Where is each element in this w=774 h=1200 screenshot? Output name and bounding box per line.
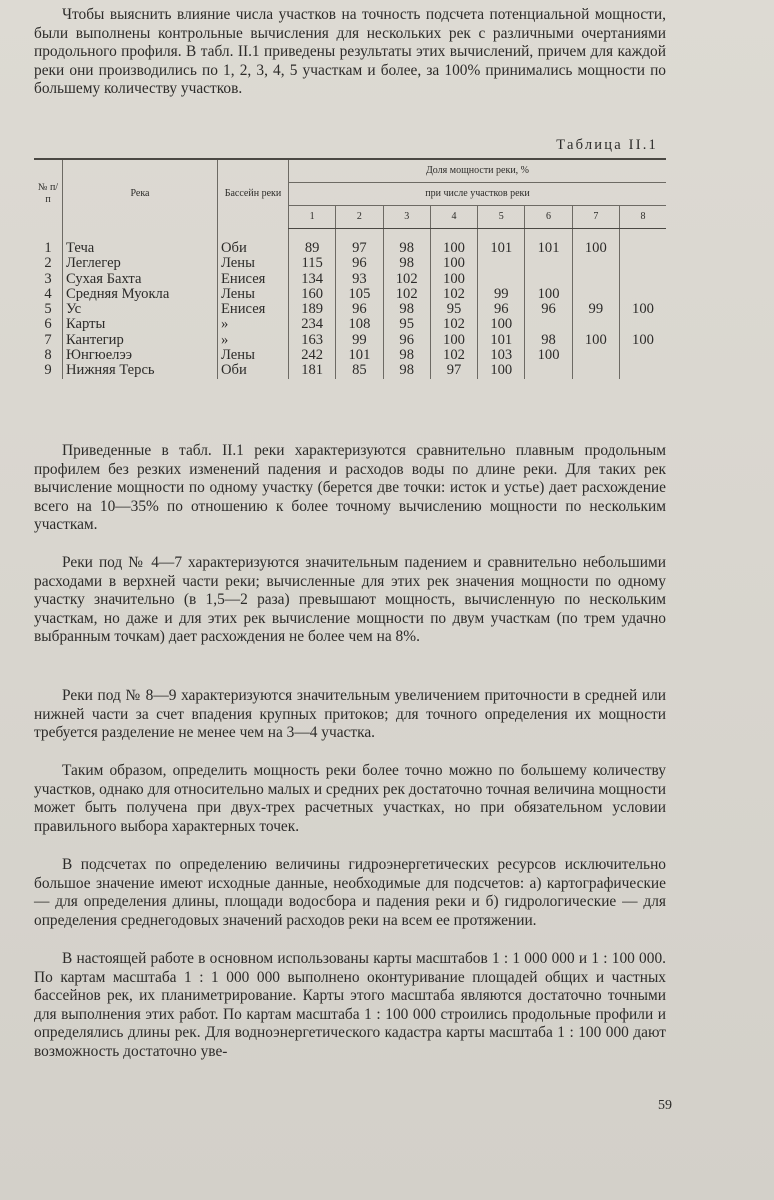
row-value xyxy=(619,256,666,271)
row-value: 100 xyxy=(478,317,525,332)
row-value: 97 xyxy=(430,363,477,378)
row-value: 99 xyxy=(336,333,383,348)
row-value: 98 xyxy=(383,302,430,317)
paragraph-intro: Чтобы выяснить влияние числа участков на точность подсчета потенциальной мощности, были выполнены контрольные вычисления для нескольких рек с различными очертаниями продольного профиля. В табл. II.1 приведены результаты этих вычислений, причем для каждой реки они производились по 1, 2, 3, 4, 5 участкам и более, за 100% принимались мощности по большему количеству участков. xyxy=(34,6,666,98)
row-value: 96 xyxy=(383,333,430,348)
row-river: Сухая Бахта xyxy=(63,272,218,287)
page-number: 59 xyxy=(658,1098,672,1113)
table-row xyxy=(34,302,666,317)
row-river: Теча xyxy=(63,229,218,257)
row-river: Кантегир xyxy=(63,333,218,348)
header-col-1: 1 xyxy=(289,206,336,229)
row-value: 98 xyxy=(383,363,430,378)
row-value: 101 xyxy=(478,229,525,257)
row-value xyxy=(572,317,619,332)
row-basin: » xyxy=(218,317,289,332)
row-num: 3 xyxy=(44,270,52,287)
row-value: 100 xyxy=(478,363,525,378)
table-row xyxy=(34,229,666,257)
header-col-4: 4 xyxy=(430,206,477,229)
row-value: 101 xyxy=(336,348,383,363)
table-row xyxy=(34,256,666,271)
row-value: 160 xyxy=(289,287,336,302)
row-value: 100 xyxy=(619,302,666,317)
header-power-share: Доля мощности реки, % xyxy=(289,159,667,183)
header-sections: при числе участков реки xyxy=(289,183,667,206)
row-value xyxy=(525,272,572,287)
table-power-share xyxy=(34,158,666,379)
row-value: 96 xyxy=(336,256,383,271)
row-river: Леглегер xyxy=(63,256,218,271)
header-col-8: 8 xyxy=(619,206,666,229)
row-basin: Оби xyxy=(218,229,289,257)
row-value: 96 xyxy=(525,302,572,317)
row-value: 100 xyxy=(619,333,666,348)
header-num: № п/п xyxy=(34,159,63,229)
row-num: 6 xyxy=(44,316,52,333)
table-caption: Таблица II.1 xyxy=(556,137,658,153)
header-col-5: 5 xyxy=(478,206,525,229)
row-value: 97 xyxy=(336,229,383,257)
row-basin: Лены xyxy=(218,256,289,271)
row-basin: » xyxy=(218,333,289,348)
row-num: 7 xyxy=(44,331,52,348)
paragraph-maps: В настоящей работе в основном использованы карты масштабов 1 : 1 000 000 и 1 : 100 000. По картам масштаба 1 : 1 000 000 выполнено оконтуривание площадей общих и частных бассейнов рек, их планиметрирование. Карты этого масштаба являются достаточно точными для выполнения этих работ. По картам масштаба 1 : 100 000 строились продольные профили и определялись длины рек. Для водноэнергетического кадастра карты масштаба 1 : 100 000 дают возможность достаточно уве- xyxy=(34,950,666,1060)
row-value: 100 xyxy=(430,333,477,348)
row-value xyxy=(572,348,619,363)
row-value: 115 xyxy=(289,256,336,271)
header-river: Река xyxy=(63,159,218,229)
row-value xyxy=(619,363,666,378)
row-basin: Лены xyxy=(218,348,289,363)
row-basin: Енисея xyxy=(218,302,289,317)
row-value xyxy=(619,287,666,302)
table-row xyxy=(34,272,666,287)
row-value: 103 xyxy=(478,348,525,363)
row-value: 100 xyxy=(430,272,477,287)
row-value: 189 xyxy=(289,302,336,317)
table-row xyxy=(34,287,666,302)
row-value: 98 xyxy=(383,348,430,363)
row-value: 102 xyxy=(430,348,477,363)
table-row xyxy=(34,333,666,348)
row-river: Средняя Муокла xyxy=(63,287,218,302)
header-basin: Бассейн реки xyxy=(218,159,289,229)
row-value: 181 xyxy=(289,363,336,378)
row-value: 98 xyxy=(525,333,572,348)
row-value: 101 xyxy=(478,333,525,348)
row-value: 100 xyxy=(572,229,619,257)
row-value: 93 xyxy=(336,272,383,287)
row-value: 96 xyxy=(336,302,383,317)
row-value: 95 xyxy=(383,317,430,332)
row-num: 4 xyxy=(44,285,52,302)
paragraph-source-data: В подсчетах по определению величины гидроэнергетических ресурсов исключительно большое значение имеют исходные данные, необходимые для подсчетов: а) картографические — для определения длины, площади водосбора и падения реки и б) гидрологические — для определения среднегодовых значений расходов реки на всем ее протяжении. xyxy=(34,856,666,929)
row-value: 102 xyxy=(430,317,477,332)
row-value xyxy=(619,348,666,363)
row-value: 100 xyxy=(525,348,572,363)
row-value: 102 xyxy=(383,272,430,287)
row-value: 96 xyxy=(478,302,525,317)
row-river: Карты xyxy=(63,317,218,332)
row-value: 95 xyxy=(430,302,477,317)
paragraph-rivers-4-7: Реки под № 4—7 характеризуются значительным падением и сравнительно небольшими расходами в верхней части реки; вычисленные для этих рек значения мощности по одному участку значительно (в 1,5—2 раза) превышают мощность, вычисленную по нескольким участкам, но даже и для этих рек вычисление мощности по двум участкам (по трем удачно выбранным точкам) дает расхождения не более чем на 8%. xyxy=(34,554,666,646)
row-value xyxy=(478,272,525,287)
header-col-2: 2 xyxy=(336,206,383,229)
table-row xyxy=(34,317,666,332)
row-num: 8 xyxy=(44,347,52,364)
row-value: 108 xyxy=(336,317,383,332)
row-value: 99 xyxy=(572,302,619,317)
row-value xyxy=(572,272,619,287)
row-value: 105 xyxy=(336,287,383,302)
row-value: 163 xyxy=(289,333,336,348)
header-col-6: 6 xyxy=(525,206,572,229)
row-value xyxy=(619,317,666,332)
header-col-7: 7 xyxy=(572,206,619,229)
row-num: 2 xyxy=(44,255,52,272)
row-value: 101 xyxy=(525,229,572,257)
paragraph-rivers-8-9: Реки под № 8—9 характеризуются значительным увеличением приточности в средней или нижней части за счет впадения крупных притоков; для точного определения их мощности требуется разделение не менее чем на 3—4 участка. xyxy=(34,687,666,742)
row-basin: Оби xyxy=(218,363,289,378)
table-row xyxy=(34,363,666,378)
paragraph-smooth-profile: Приведенные в табл. II.1 реки характеризуются сравнительно плавным продольным профилем без резких изменений падения и расходов воды по длине реки. Для таких рек вычисление мощности по одному участку (берется две точки: исток и устье) дает расхождение всего на 10—35% по отношению к более точному вычислению мощности по нескольким участкам. xyxy=(34,442,666,534)
row-value xyxy=(525,256,572,271)
row-value: 85 xyxy=(336,363,383,378)
row-value xyxy=(525,317,572,332)
row-num: 5 xyxy=(44,301,52,318)
row-basin: Лены xyxy=(218,287,289,302)
row-value: 102 xyxy=(383,287,430,302)
row-value xyxy=(478,256,525,271)
table-row xyxy=(34,348,666,363)
row-value xyxy=(619,272,666,287)
header-col-3: 3 xyxy=(383,206,430,229)
row-basin: Енисея xyxy=(218,272,289,287)
row-river: Ус xyxy=(63,302,218,317)
row-value xyxy=(525,363,572,378)
row-value: 98 xyxy=(383,229,430,257)
row-value: 100 xyxy=(572,333,619,348)
row-num: 1 xyxy=(44,239,52,256)
row-value: 89 xyxy=(289,229,336,257)
row-river: Нижняя Терсь xyxy=(63,363,218,378)
row-river: Юнгюелээ xyxy=(63,348,218,363)
row-value xyxy=(572,363,619,378)
row-value xyxy=(619,229,666,257)
row-value: 134 xyxy=(289,272,336,287)
row-value: 99 xyxy=(478,287,525,302)
row-num: 9 xyxy=(44,362,52,379)
row-value: 102 xyxy=(430,287,477,302)
row-value: 98 xyxy=(383,256,430,271)
row-value xyxy=(572,256,619,271)
row-value: 242 xyxy=(289,348,336,363)
row-value: 234 xyxy=(289,317,336,332)
paragraph-conclusion: Таким образом, определить мощность реки более точно можно по большему количеству участков, однако для относительно малых и средних рек достаточно точная величина мощности может быть получена при двух-трех расчетных участках, но при обязательном условии правильного выбора характерных точек. xyxy=(34,762,666,835)
row-value: 100 xyxy=(430,229,477,257)
row-value: 100 xyxy=(430,256,477,271)
row-value xyxy=(572,287,619,302)
row-value: 100 xyxy=(525,287,572,302)
